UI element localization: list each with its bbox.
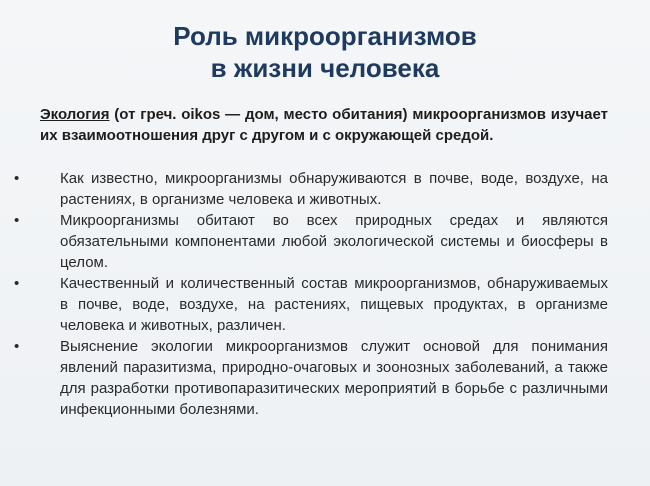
bullet-marker: • [14, 170, 20, 187]
list-item-text: Выяснение экологии микроорганизмов служит основой для понимания явлений паразитизма, природно-очаговых и зоонозных заболеваний, а также для разработки противопаразитических мероприятий в борьбе с различными инфекционными болезнями. [60, 338, 608, 418]
bullet-marker: • [14, 338, 20, 355]
bullet-list [14, 168, 608, 420]
list-item [14, 336, 608, 420]
intro-paragraph [40, 104, 608, 146]
list-item-text: Как известно, микроорганизмы обнаруживаются в почве, воде, воздухе, на растениях, в организме человека и животных. [60, 170, 608, 208]
list-item-text: Микроорганизмы обитают во всех природных средах и являются обязательными компонентами любой экологической системы и биосферы в целом. [60, 212, 608, 271]
list-item [14, 168, 608, 210]
title-line-2: в жизни человека [210, 53, 440, 83]
title-line-1: Роль микроорганизмов [173, 21, 477, 51]
slide-title [0, 20, 650, 84]
bullet-marker: • [14, 212, 20, 229]
intro-term: Экология [40, 106, 110, 123]
intro-definition: (от греч. oikos — дом, место обитания) микроорганизмов изучает их взаимоотношения друг с другом и с окружающей средой. [40, 106, 608, 144]
list-item-text: Качественный и количественный состав микроорганизмов, обнаруживаемых в почве, воде, воздухе, на растениях, пищевых продуктах, в организме человека и животных, различен. [60, 275, 608, 334]
list-item [14, 210, 608, 273]
bullet-marker: • [14, 275, 20, 292]
list-item [14, 273, 608, 336]
